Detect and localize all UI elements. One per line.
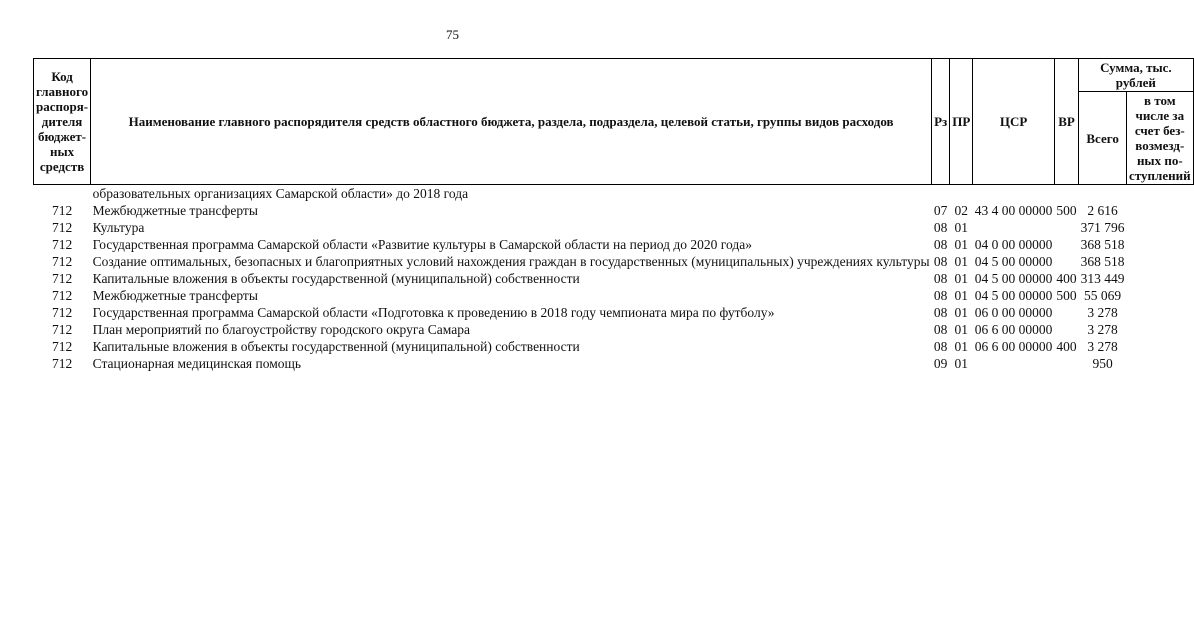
cell-total: 3 278 — [1087, 339, 1118, 354]
header-csr: ЦСР — [973, 59, 1055, 185]
cell-code: 712 — [51, 203, 73, 218]
cell-csr — [973, 355, 1055, 372]
cell-csr — [973, 219, 1055, 236]
cell-vr — [1054, 304, 1078, 321]
cell-name: Стационарная медицинская помощь — [92, 356, 302, 371]
cell-free — [1127, 287, 1194, 304]
cell-name: образовательных организациях Самарской области» до 2018 года — [92, 186, 469, 201]
cell-free — [1127, 355, 1194, 372]
header-rz: Рз — [932, 59, 950, 185]
cell-total — [1079, 185, 1127, 203]
table-body — [34, 185, 1194, 373]
cell-code: 712 — [51, 356, 73, 371]
cell-pr: 01 — [954, 322, 969, 337]
cell-vr — [1054, 321, 1078, 338]
table-row — [34, 270, 1194, 287]
page-number: 75 — [446, 27, 459, 42]
cell-vr: 500 — [1056, 203, 1077, 218]
cell-pr: 01 — [954, 220, 969, 235]
cell-free — [1127, 219, 1194, 236]
cell-csr — [973, 185, 1055, 203]
cell-csr: 04 0 00 00000 — [974, 237, 1053, 252]
cell-rz: 08 — [933, 237, 948, 252]
cell-pr: 01 — [954, 237, 969, 252]
cell-rz: 08 — [933, 288, 948, 303]
header-name: Наименование главного распорядителя средств областного бюджета, раздела, подраздела, целевой статьи, группы видов расходов — [91, 59, 932, 185]
header-code: Код главного распоря-дителя бюджет-ных средств — [34, 59, 91, 185]
cell-vr — [1054, 219, 1078, 236]
cell-name: Капитальные вложения в объекты государственной (муниципальной) собственности — [92, 339, 580, 354]
cell-free — [1127, 270, 1194, 287]
cell-pr — [950, 185, 973, 203]
cell-name: Культура — [92, 220, 145, 235]
cell-total: 55 069 — [1084, 288, 1122, 303]
table-row — [34, 355, 1194, 372]
header-free: в том числе за счет без-возмезд-ных по-ступлений — [1127, 92, 1194, 185]
cell-free — [1127, 202, 1194, 219]
cell-code: 712 — [51, 254, 73, 269]
cell-total: 313 449 — [1080, 271, 1125, 286]
table-row — [34, 253, 1194, 270]
cell-csr: 06 0 00 00000 — [974, 305, 1053, 320]
cell-pr: 01 — [954, 356, 969, 371]
cell-pr: 01 — [954, 254, 969, 269]
cell-csr: 04 5 00 00000 — [974, 271, 1053, 286]
cell-vr: 400 — [1056, 339, 1077, 354]
cell-total: 371 796 — [1080, 220, 1125, 235]
cell-vr — [1054, 236, 1078, 253]
budget-table — [33, 58, 1194, 372]
cell-name: Межбюджетные трансферты — [92, 288, 258, 303]
cell-total: 950 — [1092, 356, 1113, 371]
cell-vr — [1054, 185, 1078, 203]
cell-total: 3 278 — [1087, 322, 1118, 337]
cell-code — [34, 185, 91, 203]
cell-free — [1127, 253, 1194, 270]
table-row — [34, 321, 1194, 338]
table-row — [34, 202, 1194, 219]
cell-csr: 04 5 00 00000 — [974, 288, 1053, 303]
cell-rz: 08 — [933, 322, 948, 337]
table-row — [34, 287, 1194, 304]
cell-free — [1127, 321, 1194, 338]
cell-rz: 09 — [933, 356, 948, 371]
cell-vr: 500 — [1056, 288, 1077, 303]
header-total: Всего — [1079, 92, 1127, 185]
cell-name: Создание оптимальных, безопасных и благоприятных условий нахождения граждан в государственных (муниципальных) учреждениях культуры — [92, 254, 930, 269]
cell-free — [1127, 338, 1194, 355]
cell-rz: 08 — [933, 220, 948, 235]
cell-free — [1127, 185, 1194, 203]
cell-free — [1127, 304, 1194, 321]
cell-csr: 06 6 00 00000 — [974, 322, 1053, 337]
table-row — [34, 219, 1194, 236]
cell-pr: 01 — [954, 271, 969, 286]
cell-rz: 08 — [933, 254, 948, 269]
cell-name: Государственная программа Самарской области «Развитие культуры в Самарской области на период до 2020 года» — [92, 237, 752, 252]
cell-rz: 08 — [933, 271, 948, 286]
cell-code: 712 — [51, 220, 73, 235]
cell-vr — [1054, 253, 1078, 270]
cell-total: 368 518 — [1080, 237, 1125, 252]
cell-name: Межбюджетные трансферты — [92, 203, 258, 218]
table-row — [34, 236, 1194, 253]
cell-free — [1127, 236, 1194, 253]
cell-pr: 02 — [954, 203, 969, 218]
cell-rz — [932, 185, 950, 203]
cell-pr: 01 — [954, 339, 969, 354]
table-row — [34, 338, 1194, 355]
cell-code: 712 — [51, 305, 73, 320]
header-vr: ВР — [1054, 59, 1078, 185]
header-sum: Сумма, тыс. рублей — [1079, 59, 1193, 92]
header-pr: ПР — [950, 59, 973, 185]
cell-rz: 08 — [933, 339, 948, 354]
cell-pr: 01 — [954, 305, 969, 320]
cell-rz: 07 — [933, 203, 948, 218]
cell-code: 712 — [51, 288, 73, 303]
cell-code: 712 — [51, 271, 73, 286]
cell-vr — [1054, 355, 1078, 372]
cell-name: Капитальные вложения в объекты государственной (муниципальной) собственности — [92, 271, 580, 286]
table-row — [34, 185, 1194, 203]
cell-csr: 04 5 00 00000 — [974, 254, 1053, 269]
cell-name: Государственная программа Самарской области «Подготовка к проведению в 2018 году чемпионата мира по футболу» — [92, 305, 775, 320]
cell-pr: 01 — [954, 288, 969, 303]
cell-csr: 06 6 00 00000 — [974, 339, 1053, 354]
table-row — [34, 304, 1194, 321]
cell-rz: 08 — [933, 305, 948, 320]
cell-total: 3 278 — [1087, 305, 1118, 320]
cell-total: 368 518 — [1080, 254, 1125, 269]
cell-total: 2 616 — [1087, 203, 1118, 218]
cell-name: План мероприятий по благоустройству городского округа Самара — [92, 322, 470, 337]
cell-csr: 43 4 00 00000 — [974, 203, 1053, 218]
cell-code: 712 — [51, 339, 73, 354]
cell-code: 712 — [51, 237, 73, 252]
cell-code: 712 — [51, 322, 73, 337]
cell-vr: 400 — [1056, 271, 1077, 286]
table-header — [34, 59, 1194, 185]
